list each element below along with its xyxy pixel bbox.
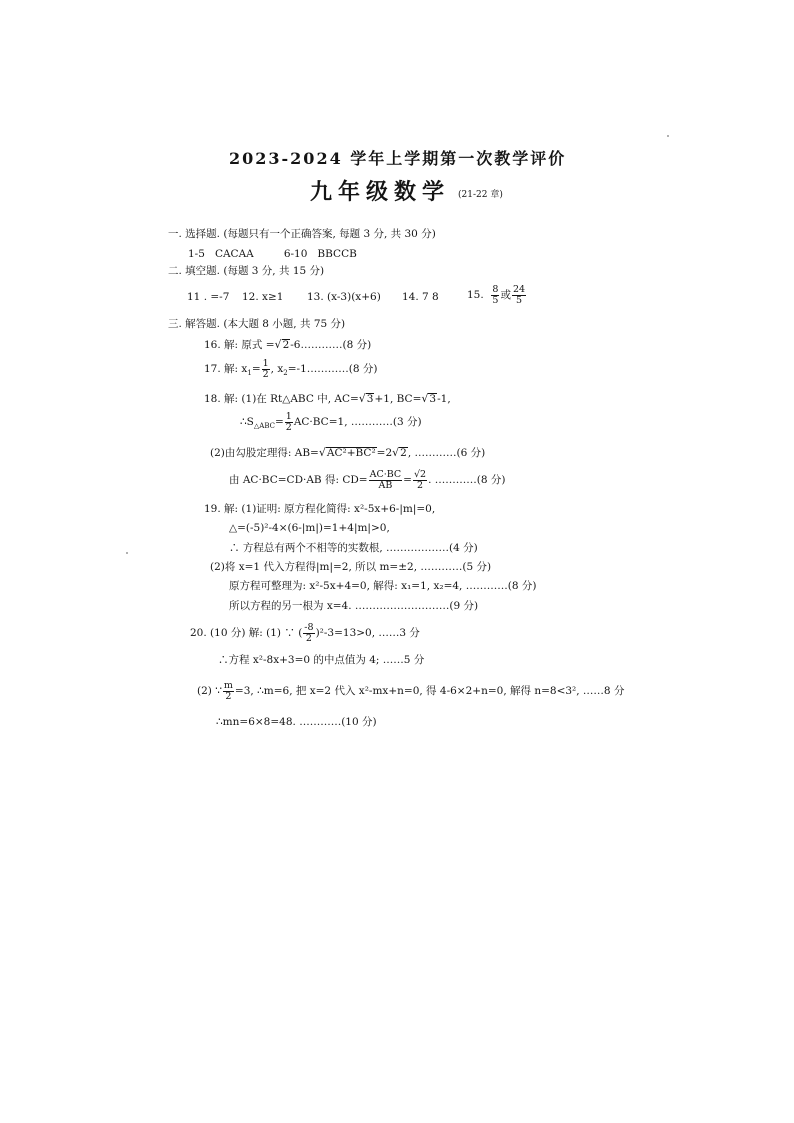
answer-19-line1: 19. 解: (1)证明: 原方程化简得: x²-5x+6-|m|=0, [204,503,436,515]
q18-3-text-a: 由 AC·BC=CD·AB 得: CD= [229,474,368,486]
q17-text-c: =-1…………(8 分) [287,363,378,375]
q18-half-fraction: $\frac{1}{2}$ [285,410,292,433]
answer-17 [204,357,378,381]
q15-or: 或 [500,289,511,301]
q18-area-sub: △ABC [253,422,275,431]
q18-2-radicand-2: 2 [400,447,407,459]
q16-text-a: 16. 解: 原式 = [204,339,275,351]
q18-3-eq: = [403,474,412,486]
q20-3-text-b: =3, ∴m=6, 把 x=2 代入 x²-mx+n=0, 得 4-6×2+n=0, 解得 n=8<3², ……8 分 [234,685,625,697]
q15-label: 15. [467,289,484,301]
mc-range-6-10: 6-10 [283,248,308,260]
q17-fraction: $\frac{1}{2}$ [262,357,269,380]
sqrt-symbol: √ [274,338,282,351]
q17-text-a: 17. 解: x [204,363,248,375]
q18-2-text-a: (2)由勾股定理得: AB= [210,447,319,459]
mc-answers-row [188,247,357,261]
q20-3-text-a: (2) ∵ [197,685,222,697]
page-title: 2023-2024 学年上学期第一次教学评价 [229,149,567,168]
q20-fraction: $\frac{-8}{2}$ [304,621,314,644]
fill-answer-13: 13. (x-3)(x+6) [307,291,381,303]
q20-text-a: 20. (10 分) 解: (1) ∵ ( [190,627,303,639]
q20-m-fraction: $\frac{m}{2}$ [223,679,233,702]
fill-answer-15 [467,284,527,306]
sqrt-symbol: √ [392,446,400,459]
q16-text-b: -6…………(8 分) [290,339,372,351]
sqrt-symbol: √ [318,446,326,459]
subject-title: 九年级数学 [310,179,451,205]
q18-cd-result-fraction: $\frac{√2}{2}$ [413,468,427,491]
section2-heading: 二. 填空题. (每题 3 分, 共 15 分) [168,265,325,277]
q17-sub-2: 2 [283,369,288,378]
answer-18-line2 [240,410,422,434]
q20-text-b: )²-3=13>0, ……3 分 [315,627,420,639]
mc-answers-6-10: BBCCB [317,248,357,260]
section1-heading: 一. 选择题. (每题只有一个正确答案, 每题 3 分, 共 30 分) [168,228,436,240]
sqrt-symbol: √ [421,392,429,405]
q18-text-a: 18. 解: (1)在 Rt△ABC 中, AC= [204,393,359,405]
answer-19-line2: △=(-5)²-4×(6-|m|)=1+4|m|>0, [229,522,390,534]
q18-2-text-b: =2 [376,447,393,459]
answer-20-line3 [197,676,624,706]
fill-answer-11: 11 . =-7 [187,291,230,303]
q18-area-prefix: ∴S [240,416,254,428]
answer-18-line3 [210,446,485,460]
chapter-note: (21-22 章) [458,190,503,200]
q18-radicand-2: 3 [429,393,437,405]
q18-area-rest: AC·BC=1, …………(3 分) [293,416,422,428]
scan-speck [667,135,669,137]
answer-19-line6: 所以方程的另一根为 x=4. ………………………(9 分) [229,600,479,612]
q18-2-text-c: , …………(6 分) [407,447,486,459]
q18-2-radicand: AC²+BC² [326,447,376,459]
answer-20-line1 [190,618,420,648]
q16-radicand: 2 [282,339,290,351]
q18-text-b: +1, BC= [374,393,422,405]
q18-text-c: -1, [437,393,451,405]
fill-answer-14: 14. 7 8 [402,291,439,303]
q17-text-b: , x [270,363,284,375]
q18-radicand-1: 3 [366,393,374,405]
q18-3-text-b: . …………(8 分) [428,474,506,486]
answer-20-line2: ∴方程 x²-8x+3=0 的中点值为 4; ……5 分 [218,654,425,666]
q18-area-eq: = [274,416,284,428]
answer-18-line4 [229,468,505,492]
q17-sub-1: 1 [247,369,252,378]
scan-speck [126,552,128,554]
answer-19-line5: 原方程可整理为: x²-5x+4=0, 解得: x₁=1, x₂=4, …………(8 分) [229,580,537,592]
mc-range-1-5: 1-5 [188,248,205,260]
q18-cd-fraction: $\frac{AC\cdot BC}{AB}$ [369,468,402,491]
sqrt-symbol: √ [358,392,366,405]
section3-heading: 三. 解答题. (本大题 8 小题, 共 75 分) [168,318,346,330]
answer-19-line4: (2)将 x=1 代入方程得|m|=2, 所以 m=±2, …………(5 分) [210,561,492,573]
q15-fraction-2: $\frac{24}{5}$ [512,283,526,306]
answer-16 [204,338,371,352]
q15-fraction-1: $\frac{8}{5}$ [492,283,499,306]
answer-20-line4: ∴mn=6×8=48. …………(10 分) [216,716,377,728]
answer-18-line1 [204,392,451,406]
fill-answer-12: 12. x≥1 [242,291,284,303]
answer-19-line3: ∴ 方程总有两个不相等的实数根, ………………(4 分) [229,542,478,554]
q17-eq: = [251,363,261,375]
mc-answers-1-5: CACAA [214,248,254,260]
